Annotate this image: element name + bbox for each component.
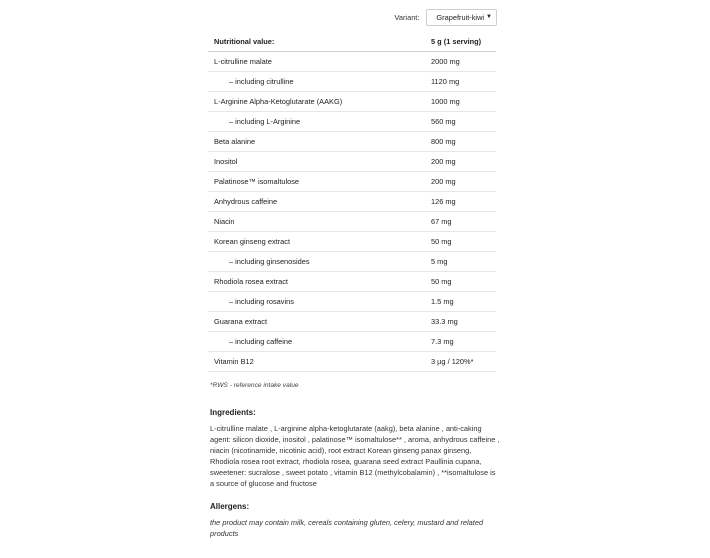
nutrient-value: 200 mg [425,152,496,172]
table-row [208,92,496,112]
nutrient-name: – including citrulline [208,72,425,92]
table-row [208,272,496,292]
nutrient-name: Palatinose™ isomaltulose [208,172,425,192]
table-row [208,232,496,252]
table-header-row [208,32,496,52]
table-row [208,72,496,92]
allergens-heading: Allergens: [210,502,250,511]
variant-selector [0,9,497,25]
nutrient-value: 3 µg / 120%* [425,352,496,372]
table-row [208,192,496,212]
nutrient-value: 5 mg [425,252,496,272]
nutrient-name: Korean ginseng extract [208,232,425,252]
table-row [208,332,496,352]
table-row [208,352,496,372]
nutrient-name: – including ginsenosides [208,252,425,272]
table-row [208,312,496,332]
table-row [208,172,496,192]
nutrient-name: Beta alanine [208,132,425,152]
table-row [208,132,496,152]
table-row [208,152,496,172]
nutrient-value: 1.5 mg [425,292,496,312]
nutrient-value: 33.3 mg [425,312,496,332]
nutrient-name: Anhydrous caffeine [208,192,425,212]
allergens-text: the product may contain milk, cereals containing gluten, celery, mustard and related products [210,518,484,538]
nutrient-value: 67 mg [425,212,496,232]
reference-intake-note: *RWS - reference intake value [210,382,299,389]
header-serving: 5 g (1 serving) [425,32,496,52]
nutrient-name: Guarana extract [208,312,425,332]
nutrition-table [208,32,496,372]
table-row [208,112,496,132]
header-nutritional-value: Nutritional value: [208,32,425,52]
nutrient-value: 7.3 mg [425,332,496,352]
nutrient-name: – including rosavins [208,292,425,312]
nutrient-name: – including L-Arginine [208,112,425,132]
nutrient-value: 1120 mg [425,72,496,92]
nutrient-value: 50 mg [425,272,496,292]
variant-selected-value: Grapefruit-kiwi [436,12,485,22]
nutrient-value: 50 mg [425,232,496,252]
nutrient-name: Rhodiola rosea extract [208,272,425,292]
table-row [208,52,496,72]
table-row [208,292,496,312]
ingredients-heading: Ingredients: [210,408,256,417]
nutrient-name: – including caffeine [208,332,425,352]
table-row [208,212,496,232]
nutrient-name: L-citrulline malate [208,52,425,72]
nutrient-name: Inositol [208,152,425,172]
nutrient-value: 1000 mg [425,92,496,112]
nutrient-name: Niacin [208,212,425,232]
table-row [208,252,496,272]
nutrient-name: L-Arginine Alpha-Ketoglutarate (AAKG) [208,92,425,112]
nutrient-value: 200 mg [425,172,496,192]
nutrient-value: 800 mg [425,132,496,152]
variant-dropdown[interactable] [426,9,497,26]
nutrient-value: 126 mg [425,192,496,212]
nutrient-value: 2000 mg [425,52,496,72]
variant-label: Variant: [394,12,420,22]
chevron-down-icon: ▼ [486,14,492,20]
ingredients-text: L-citrulline malate , L-arginine alpha-ketoglutarate (aakg), beta alanine , anti-caking agent: silicon dioxide, inositol , palatinose™ isomaltulose** , aroma, anhydrous caffeine , niacin (nicotinamide, nicotinic acid), root extract Korean ginseng panax ginseng, Rhodiola rosea root extract, rhodiola rosea, guarana seed extract Paullinia cupana, sweetener: sucralose , sweet potato , vitamin B12 (methylcobalamin) , **isomaltulose is a source of glucose and fructose [210,424,500,488]
nutrient-name: Vitamin B12 [208,352,425,372]
nutrient-value: 560 mg [425,112,496,132]
